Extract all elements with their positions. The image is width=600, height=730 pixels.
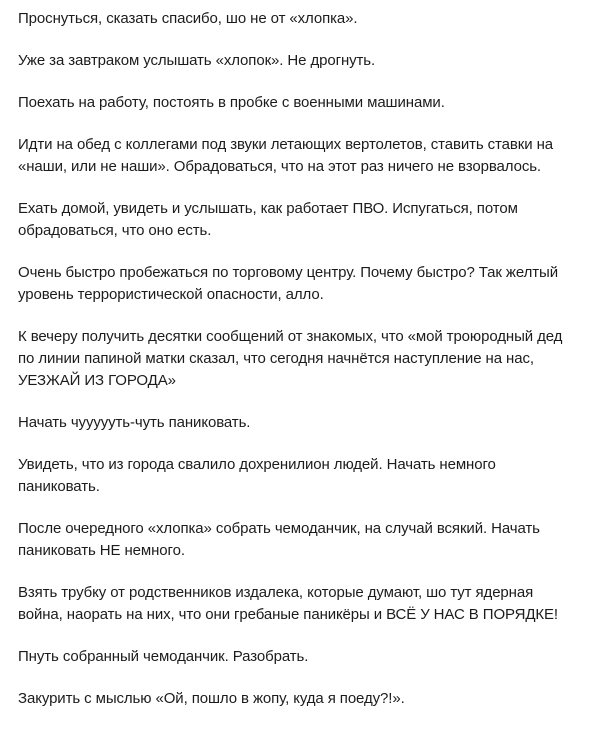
post-body <box>18 8 588 730</box>
paragraph-messages: К вечеру получить десятки сообщений от знакомых, что «мой троюродный дед по линии папиной матки сказал, что сегодня начнётся наступление на нас, УЕЗЖАЙ ИЗ ГОРОДА» <box>18 328 563 389</box>
paragraph-commute: Поехать на работу, постоять в пробке с военными машинами. <box>18 94 445 111</box>
paragraph-drive-home: Ехать домой, увидеть и услышать, как работает ПВО. Испугаться, потом обрадоваться, что оно есть. <box>18 200 518 239</box>
paragraph-smoke: Закурить с мыслью «Ой, пошло в жопу, куда я поеду?!». <box>18 690 405 707</box>
paragraph-relatives: Взять трубку от родственников издалека, которые думают, шо тут ядерная война, наорать на них, что они гребаные паникёры и ВСЁ У НАС В ПОРЯДКЕ! <box>18 584 558 623</box>
paragraph-breakfast: Уже за завтраком услышать «хлопок». Не дрогнуть. <box>18 52 376 69</box>
paragraph-suitcase: После очередного «хлопка» собрать чемоданчик, на случай всякий. Начать паниковать НЕ немного. <box>18 520 540 559</box>
paragraph-wake-up: Проснуться, сказать спасибо, шо не от «хлопка». <box>18 10 358 27</box>
paragraph-mall: Очень быстро пробежаться по торговому центру. Почему быстро? Так желтый уровень террористической опасности, алло. <box>18 264 558 303</box>
paragraph-people-left: Увидеть, что из города свалило дохренилион людей. Начать немного паниковать. <box>18 456 496 495</box>
paragraph-panic-little: Начать чуууууть-чуть паниковать. <box>18 414 251 431</box>
paragraph-unpack: Пнуть собранный чемоданчик. Разобрать. <box>18 648 309 665</box>
paragraph-lunch: Идти на обед с коллегами под звуки летающих вертолетов, ставить ставки на «наши, или не наши». Обрадоваться, что на этот раз ничего не взорвалось. <box>18 136 554 175</box>
